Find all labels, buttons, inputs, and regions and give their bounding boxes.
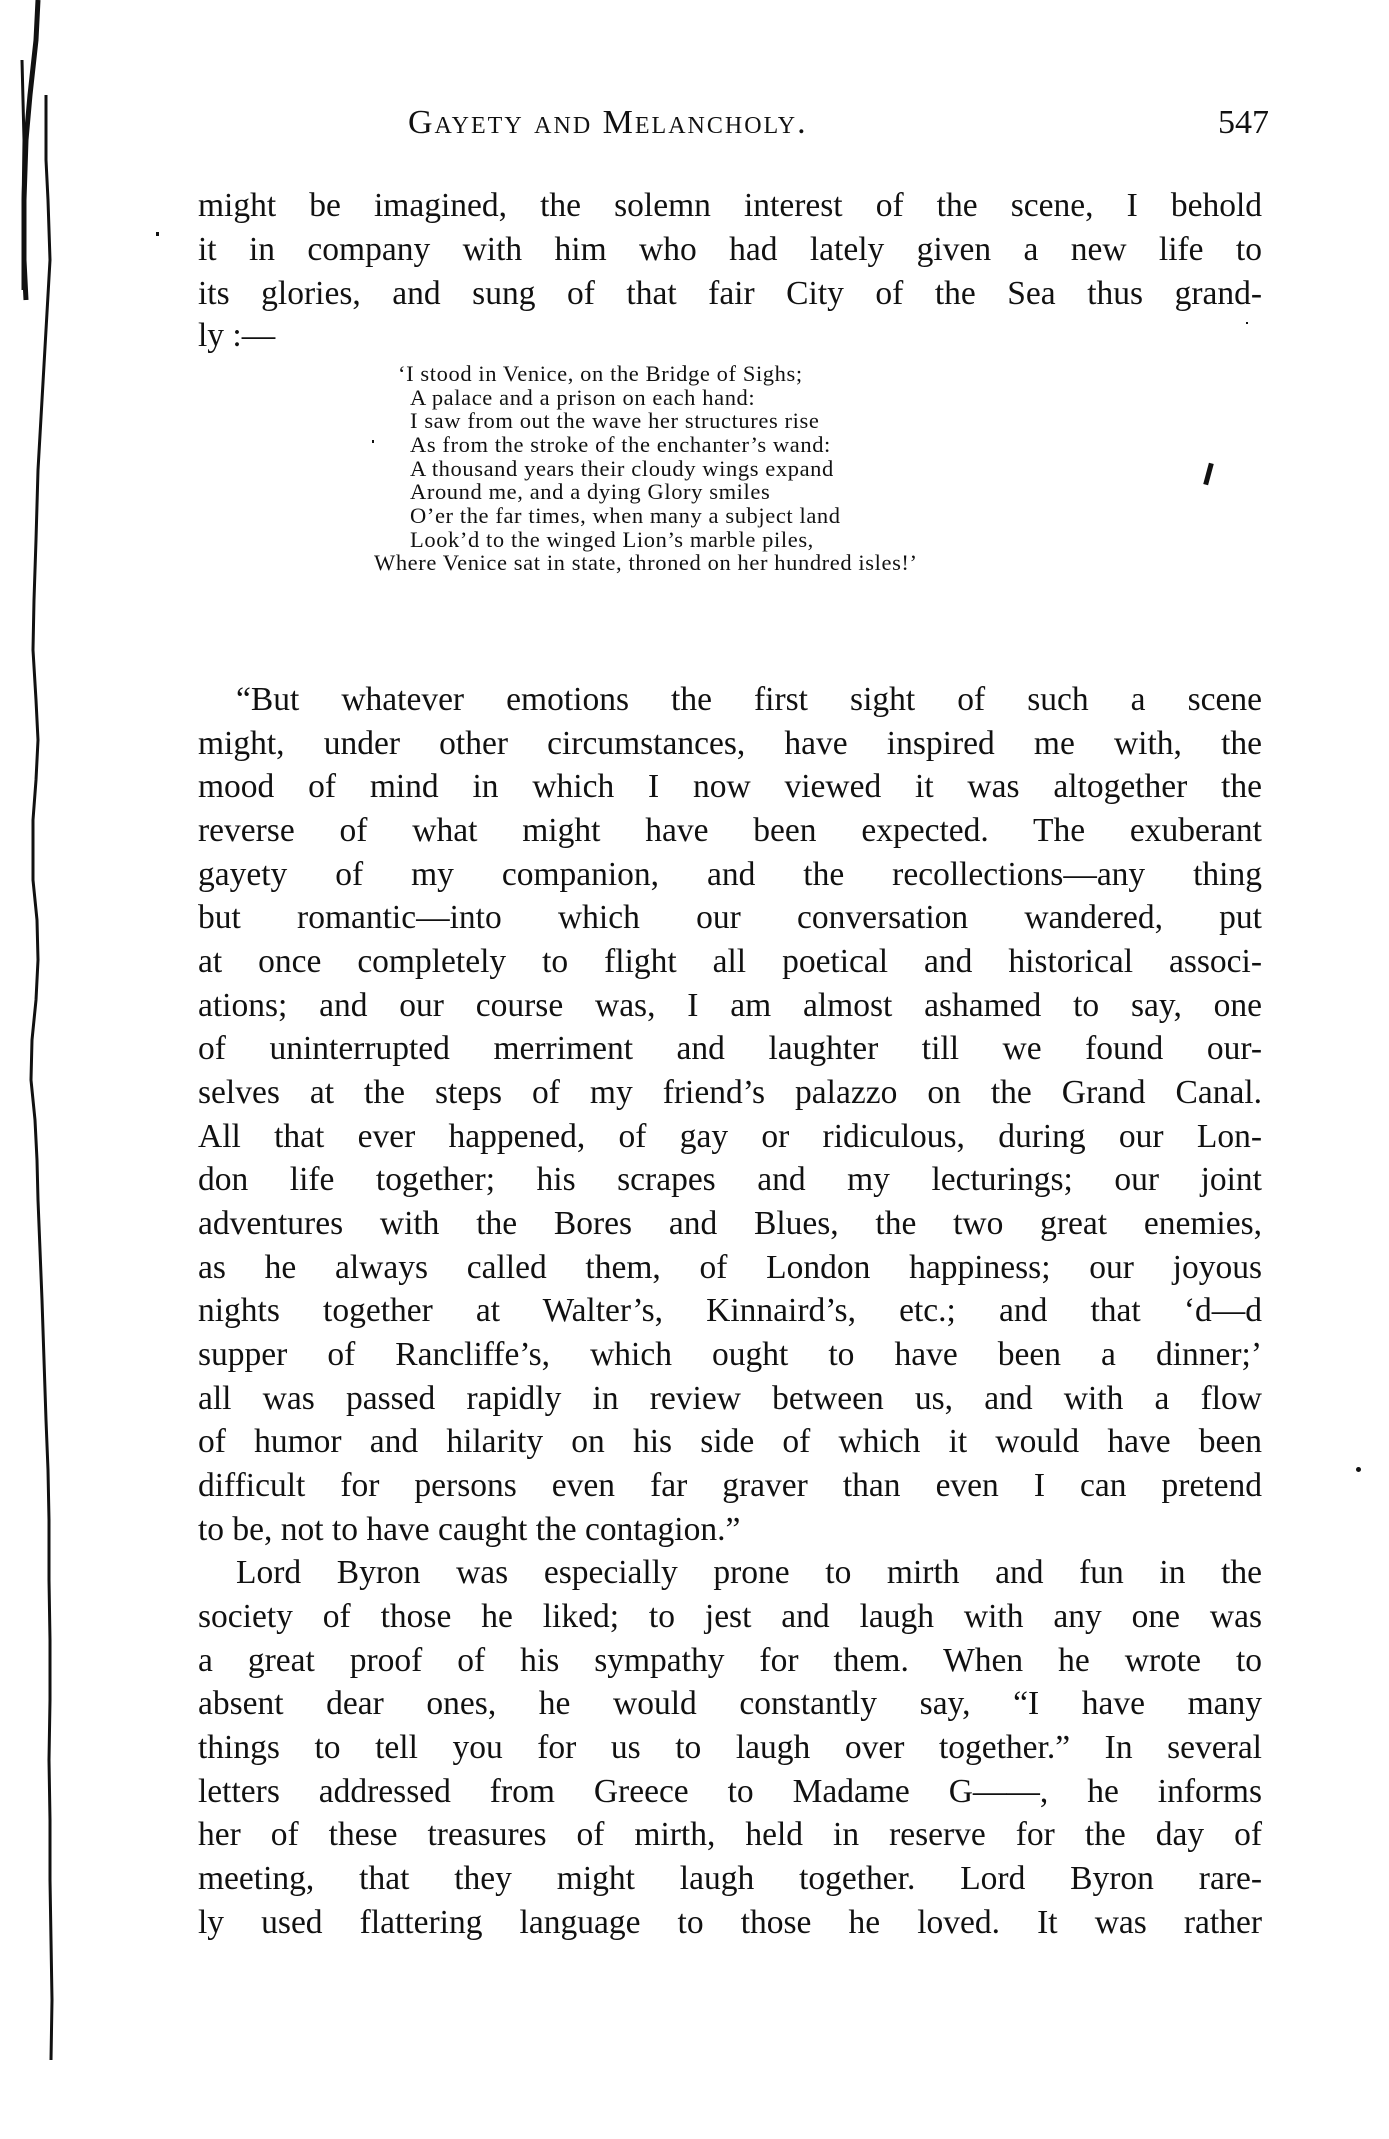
text-line: to be, not to have caught the contagion.” <box>198 1511 741 1548</box>
scan-speck <box>1356 1467 1361 1472</box>
poem-line: Look’d to the winged Lion’s marble piles, <box>410 527 814 552</box>
text-line: mood of mind in which I now viewed it was altogether the <box>198 768 1262 805</box>
text-line: supper of Rancliffe’s, which ought to have been a dinner;’ <box>198 1336 1262 1373</box>
text-line: “But whatever emotions the first sight of such a scene <box>236 681 1262 718</box>
text-line: of humor and hilarity on his side of which it would have been <box>198 1423 1262 1460</box>
text-line: things to tell you for us to laugh over together.” In several <box>198 1729 1262 1766</box>
text-line: difficult for persons even far graver than even I can pretend <box>198 1467 1262 1504</box>
binding-edge-shadow <box>0 0 60 2139</box>
poem-line: I saw from out the wave her structures rise <box>410 408 820 433</box>
text-line: but romantic—into which our conversation wandered, put <box>198 899 1262 936</box>
text-line: ations; and our course was, I am almost ashamed to say, one <box>198 987 1262 1024</box>
poem-line: As from the stroke of the enchanter’s wand: <box>410 432 831 457</box>
text-line: ly :— <box>198 317 276 354</box>
poem-line: A palace and a prison on each hand: <box>410 385 756 410</box>
text-line: selves at the steps of my friend’s palazzo on the Grand Canal. <box>198 1074 1262 1111</box>
text-line: society of those he liked; to jest and laugh with any one was <box>198 1598 1262 1635</box>
text-line: All that ever happened, of gay or ridiculous, during our Lon- <box>198 1118 1262 1155</box>
scan-speck <box>156 232 159 236</box>
running-header-title: Gayety and Melancholy. <box>408 104 808 141</box>
text-line: meeting, that they might laugh together. Lord Byron rare- <box>198 1860 1262 1897</box>
text-line: nights together at Walter’s, Kinnaird’s, etc.; and that ‘d—d <box>198 1292 1262 1329</box>
poem-line: A thousand years their cloudy wings expand <box>410 456 834 481</box>
text-line: it in company with him who had lately given a new life to <box>198 231 1262 268</box>
text-line: a great proof of his sympathy for them. When he wrote to <box>198 1642 1262 1679</box>
scan-speck <box>1203 463 1214 486</box>
text-line: her of these treasures of mirth, held in reserve for the day of <box>198 1816 1262 1853</box>
text-line: Lord Byron was especially prone to mirth and fun in the <box>236 1554 1262 1591</box>
text-line: don life together; his scrapes and my lecturings; our joint <box>198 1161 1262 1198</box>
text-line: as he always called them, of London happiness; our joyous <box>198 1249 1262 1286</box>
scan-speck <box>372 440 374 443</box>
text-line: absent dear ones, he would constantly say, “I have many <box>198 1685 1262 1722</box>
text-line: of uninterrupted merriment and laughter till we found our- <box>198 1030 1262 1067</box>
poem-line: O’er the far times, when many a subject land <box>410 503 841 528</box>
text-line: its glories, and sung of that fair City of the Sea thus grand- <box>198 275 1262 312</box>
poem-line: ‘I stood in Venice, on the Bridge of Sighs; <box>398 361 803 386</box>
page-number: 547 <box>1218 104 1269 141</box>
text-line: adventures with the Bores and Blues, the two great enemies, <box>198 1205 1262 1242</box>
text-line: gayety of my companion, and the recollections—any thing <box>198 856 1262 893</box>
text-line: letters addressed from Greece to Madame G——, he informs <box>198 1773 1262 1810</box>
text-line: reverse of what might have been expected. The exuberant <box>198 812 1262 849</box>
text-line: might, under other circumstances, have inspired me with, the <box>198 725 1262 762</box>
text-line: all was passed rapidly in review between us, and with a flow <box>198 1380 1262 1417</box>
text-line: might be imagined, the solemn interest of the scene, I behold <box>198 187 1262 224</box>
scan-speck <box>1246 322 1248 324</box>
text-line: at once completely to flight all poetical and historical associ- <box>198 943 1262 980</box>
poem-line: Where Venice sat in state, throned on her hundred isles!’ <box>374 550 918 575</box>
poem-line: Around me, and a dying Glory smiles <box>410 479 771 504</box>
text-line: ly used flattering language to those he loved. It was rather <box>198 1904 1262 1941</box>
